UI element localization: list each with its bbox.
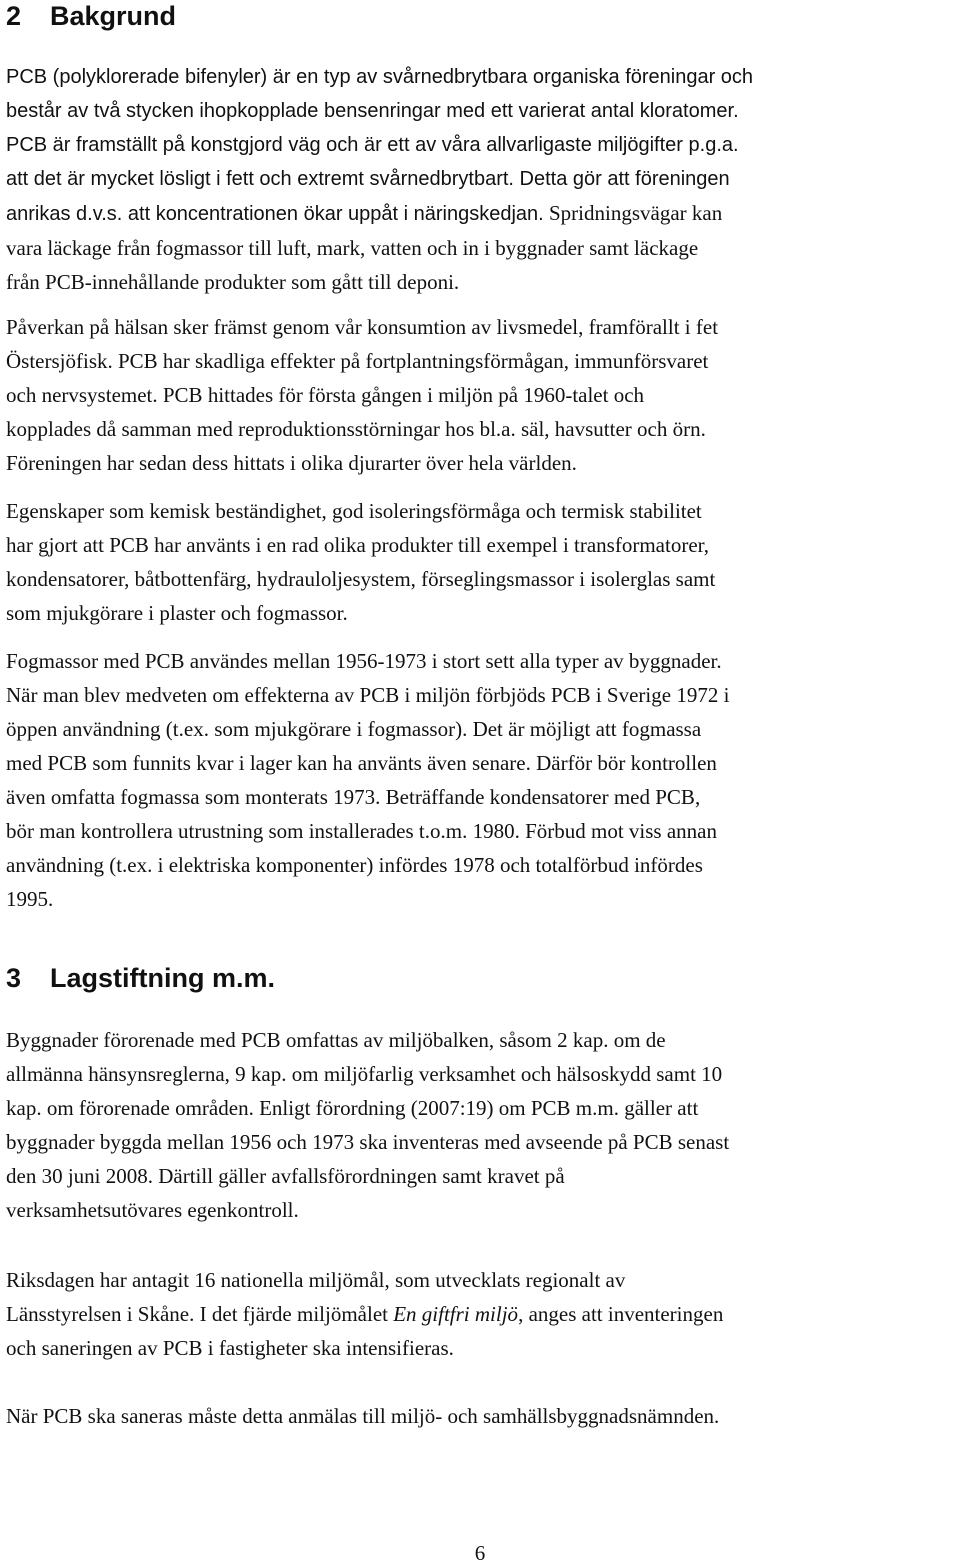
text-line: öppen användning (t.ex. som mjukgörare i fogmassor). Det är möjligt att fogmassa	[6, 717, 702, 741]
text-line: vara läckage från fogmassor till luft, mark, vatten och in i byggnader samt läckage	[6, 236, 699, 260]
section-number: 3	[6, 963, 22, 993]
paragraph-pcb-intro	[6, 60, 753, 299]
paragraph-health-effects	[6, 310, 718, 480]
text-line: Riksdagen har antagit 16 nationella miljömål, som utvecklats regionalt av	[6, 1268, 626, 1292]
text-segment: Spridningsvägar kan	[543, 201, 723, 225]
text-line: byggnader byggda mellan 1956 och 1973 ska inventeras med avseende på PCB senast	[6, 1130, 730, 1154]
text-line: och saneringen av PCB i fastigheter ska intensifieras.	[6, 1336, 454, 1360]
text-line: kopplades då samman med reproduktionsstörningar hos bl.a. säl, havsutter och örn.	[6, 417, 706, 441]
text-segment: Länsstyrelsen i Skåne. I det fjärde miljömålet	[6, 1302, 394, 1326]
text-line-with-emphasis	[6, 1297, 723, 1331]
text-line: från PCB-innehållande produkter som gått till deponi.	[6, 270, 460, 294]
text-line: användning (t.ex. i elektriska komponenter) infördes 1978 och totalförbud infördes	[6, 853, 703, 877]
text-line: Egenskaper som kemisk beständighet, god isoleringsförmåga och termisk stabilitet	[6, 499, 702, 523]
text-line: kondensatorer, båtbottenfärg, hydrauloljesystem, förseglingsmassor i isolerglas samt	[6, 567, 716, 591]
emphasized-goal-name: En giftfri miljö	[393, 1302, 519, 1326]
section-heading-lagstiftning	[6, 962, 275, 994]
text-line: som mjukgörare i plaster och fogmassor.	[6, 601, 348, 625]
section-number: 2	[6, 1, 22, 31]
text-line: den 30 juni 2008. Därtill gäller avfallsförordningen samt kravet på	[6, 1164, 565, 1188]
text-line: PCB är framställt på konstgjord väg och är ett av våra allvarligaste miljögifter p.g.a.	[6, 134, 739, 156]
text-line: har gjort att PCB har använts i en rad olika produkter till exempel i transformatorer,	[6, 533, 710, 557]
text-line: och nervsystemet. PCB hittades för första gången i miljön på 1960-talet och	[6, 383, 645, 407]
text-line: När man blev medveten om effekterna av PCB i miljön förbjöds PCB i Sverige 1972 i	[6, 683, 730, 707]
text-line: Föreningen har sedan dess hittats i olika djurarter över hela världen.	[6, 451, 577, 475]
paragraph-environmental-goals	[6, 1263, 723, 1365]
section-title: Bakgrund	[50, 1, 177, 31]
text-segment: anrikas d.v.s. att koncentrationen ökar uppåt i näringskedjan.	[6, 203, 544, 225]
paragraph-legislation	[6, 1023, 729, 1227]
text-line: Östersjöfisk. PCB har skadliga effekter på fortplantningsförmågan, immunförsvaret	[6, 349, 709, 373]
paragraph-sealants-history	[6, 644, 729, 916]
text-line: 1995.	[6, 887, 54, 911]
text-line: Påverkan på hälsan sker främst genom vår konsumtion av livsmedel, framförallt i fet	[6, 315, 719, 339]
paragraph-notification	[6, 1399, 719, 1433]
text-line: Fogmassor med PCB användes mellan 1956-1973 i stort sett alla typer av byggnader.	[6, 649, 722, 673]
text-line: med PCB som funnits kvar i lager kan ha använts även senare. Därför bör kontrollen	[6, 751, 717, 775]
page-number: 6	[474, 1541, 486, 1565]
text-line: PCB (polyklorerade bifenyler) är en typ av svårnedbrytbara organiska föreningar och	[6, 66, 754, 88]
text-line: verksamhetsutövares egenkontroll.	[6, 1198, 299, 1222]
text-line: att det är mycket lösligt i fett och extremt svårnedbrytbart. Detta gör att föreningen	[6, 168, 730, 190]
text-line-mixed	[6, 196, 753, 231]
text-line: bör man kontrollera utrustning som installerades t.o.m. 1980. Förbud mot viss annan	[6, 819, 717, 843]
text-line: Byggnader förorenade med PCB omfattas av miljöbalken, såsom 2 kap. om de	[6, 1028, 666, 1052]
text-line: allmänna hänsynsreglerna, 9 kap. om miljöfarlig verksamhet och hälsoskydd samt 10	[6, 1062, 723, 1086]
text-line: kap. om förorenade områden. Enligt förordning (2007:19) om PCB m.m. gäller att	[6, 1096, 699, 1120]
section-heading-bakgrund	[6, 0, 176, 32]
section-title: Lagstiftning m.m.	[50, 963, 275, 993]
paragraph-properties	[6, 494, 715, 630]
text-line: även omfatta fogmassa som monterats 1973. Beträffande kondensatorer med PCB,	[6, 785, 701, 809]
text-line: består av två stycken ihopkopplade bensenringar med ett varierat antal kloratomer.	[6, 100, 739, 122]
text-line: När PCB ska saneras måste detta anmälas till miljö- och samhällsbyggnadsnämnden.	[6, 1404, 720, 1428]
text-segment: , anges att inventeringen	[518, 1302, 724, 1326]
